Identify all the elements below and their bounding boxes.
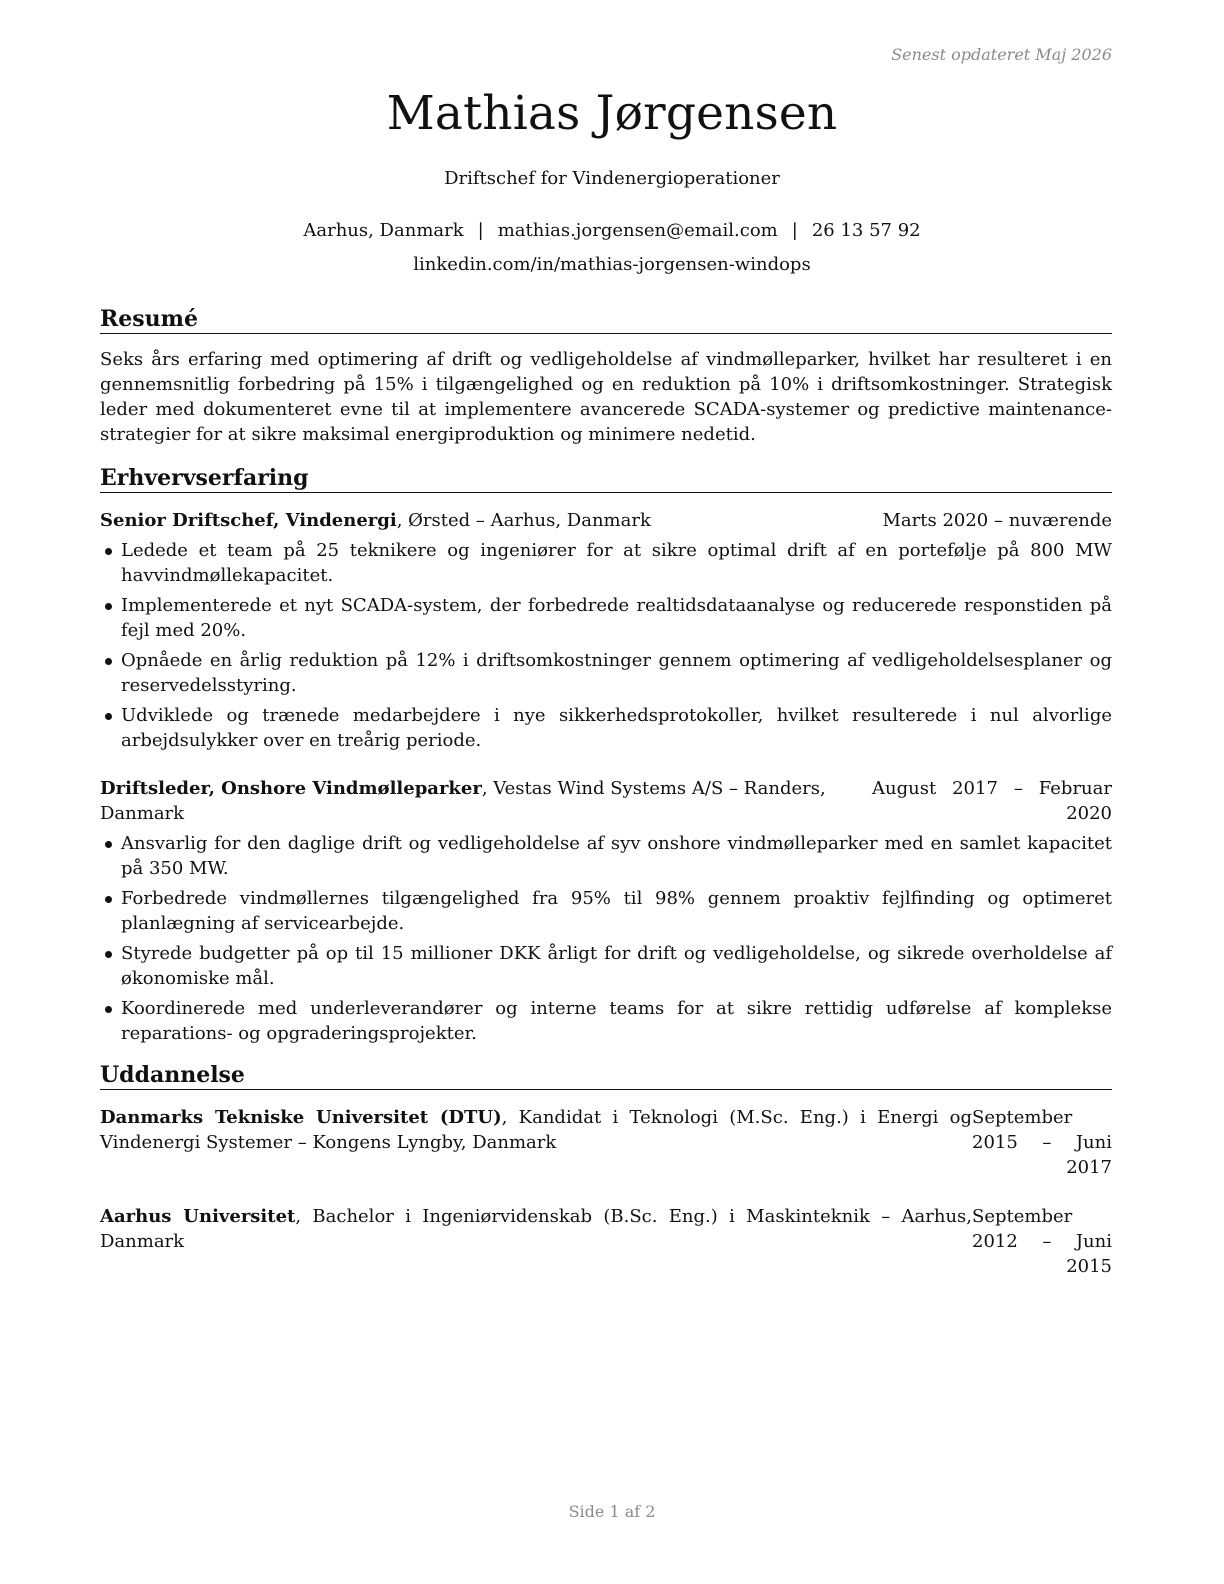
section-title-summary: Resumé [100,306,1112,334]
education-entry [100,1204,1112,1279]
phone: 26 13 57 92 [811,220,921,241]
contact-line [0,220,1224,241]
separator: | [791,220,798,241]
degree-detail: , Bachelor i Ingeniørvidenskab (B.Sc. Eng.) i Maskinteknik – Aarhus, Danmark [100,1206,972,1252]
job-entry [100,776,1112,1046]
job-entry [100,508,1112,753]
education-dates: September 2015 – Juni 2017 [972,1107,1112,1178]
bullet-item: Ledede et team på 25 teknikere og ingeniører for at sikre optimal drift af en portefølje på 800 MW havvindmøllekapacitet. [100,538,1112,588]
job-header [100,508,1112,533]
email-link[interactable]: mathias.jorgensen@email.com [497,220,778,241]
education-dates: September 2012 – Juni 2015 [972,1206,1112,1277]
bullet-item: Forbedrede vindmøllernes tilgængelighed fra 95% til 98% gennem proaktiv fejlfinding og optimeret planlægning af servicearbejde. [100,886,1112,936]
bullet-item: Implementerede et nyt SCADA-system, der forbedrede realtidsdataanalyse og reducerede responstiden på fejl med 20%. [100,593,1112,643]
linkedin-link[interactable]: linkedin.com/in/mathias-jorgensen-windops [413,254,811,275]
location: Aarhus, Danmark [303,220,464,241]
candidate-name: Mathias Jørgensen [386,86,838,141]
candidate-headline: Driftschef for Vindenergioperationer [444,168,780,189]
degree-detail: , Kandidat i Teknologi (M.Sc. Eng.) i Energi og Vindenergi Systemer – Kongens Lyngby, Danmark [100,1107,973,1153]
education-section [100,1062,1112,1279]
job-dates: August 2017 – Februar 2020 [872,778,1112,824]
bullet-item: Opnåede en årlig reduktion på 12% i driftsomkostninger gennem optimering af vedligeholdelsesplaner og reservedelsstyring. [100,648,1112,698]
experience-section [100,465,1112,1046]
school-name: Aarhus Universitet [100,1206,296,1227]
page-number: Side 1 af 2 [568,1502,656,1521]
bullet-item: Ansvarlig for den daglige drift og vedligeholdelse af syv onshore vindmølleparker med en samlet kapacitet på 350 MW. [100,831,1112,881]
job-org: , Vestas Wind Systems A/S – Randers, Danmark [100,778,826,824]
job-role: Senior Driftschef, Vindenergi [100,510,397,531]
job-bullets [100,538,1112,753]
separator: | [477,220,484,241]
last-updated-note: Senest opdateret Maj 2026 [891,45,1112,64]
school-name: Danmarks Tekniske Universitet (DTU) [100,1107,502,1128]
job-bullets [100,831,1112,1046]
section-title-education: Uddannelse [100,1062,1112,1090]
summary-section [100,306,1112,447]
job-dates: Marts 2020 – nuværende [882,510,1112,531]
education-entry [100,1105,1112,1180]
bullet-item: Styrede budgetter på op til 15 millioner DKK årligt for drift og vedligeholdelse, og sikrede overholdelse af økonomiske mål. [100,941,1112,991]
job-org: , Ørsted – Aarhus, Danmark [396,510,651,531]
bullet-item: Udviklede og trænede medarbejdere i nye sikkerhedsprotokoller, hvilket resulterede i nul alvorlige arbejdsulykker over en treårig periode. [100,703,1112,753]
job-header [100,776,1112,826]
job-role: Driftsleder, Onshore Vindmølleparker [100,778,482,799]
bullet-item: Koordinerede med underleverandører og interne teams for at sikre rettidig udførelse af komplekse reparations- og opgraderingsprojekter. [100,996,1112,1046]
section-title-experience: Erhvervserfaring [100,465,1112,493]
summary-text: Seks års erfaring med optimering af drift og vedligeholdelse af vindmølleparker, hvilket har resulteret i en gennemsnitlig forbedring på 15% i tilgængelighed og en reduktion på 10% i driftsomkostninger. Strategisk leder med dokumenteret evne til at implementere avancerede SCADA-systemer og predictive maintenance-strategier for at sikre maksimal energiproduktion og minimere nedetid. [100,349,1112,445]
